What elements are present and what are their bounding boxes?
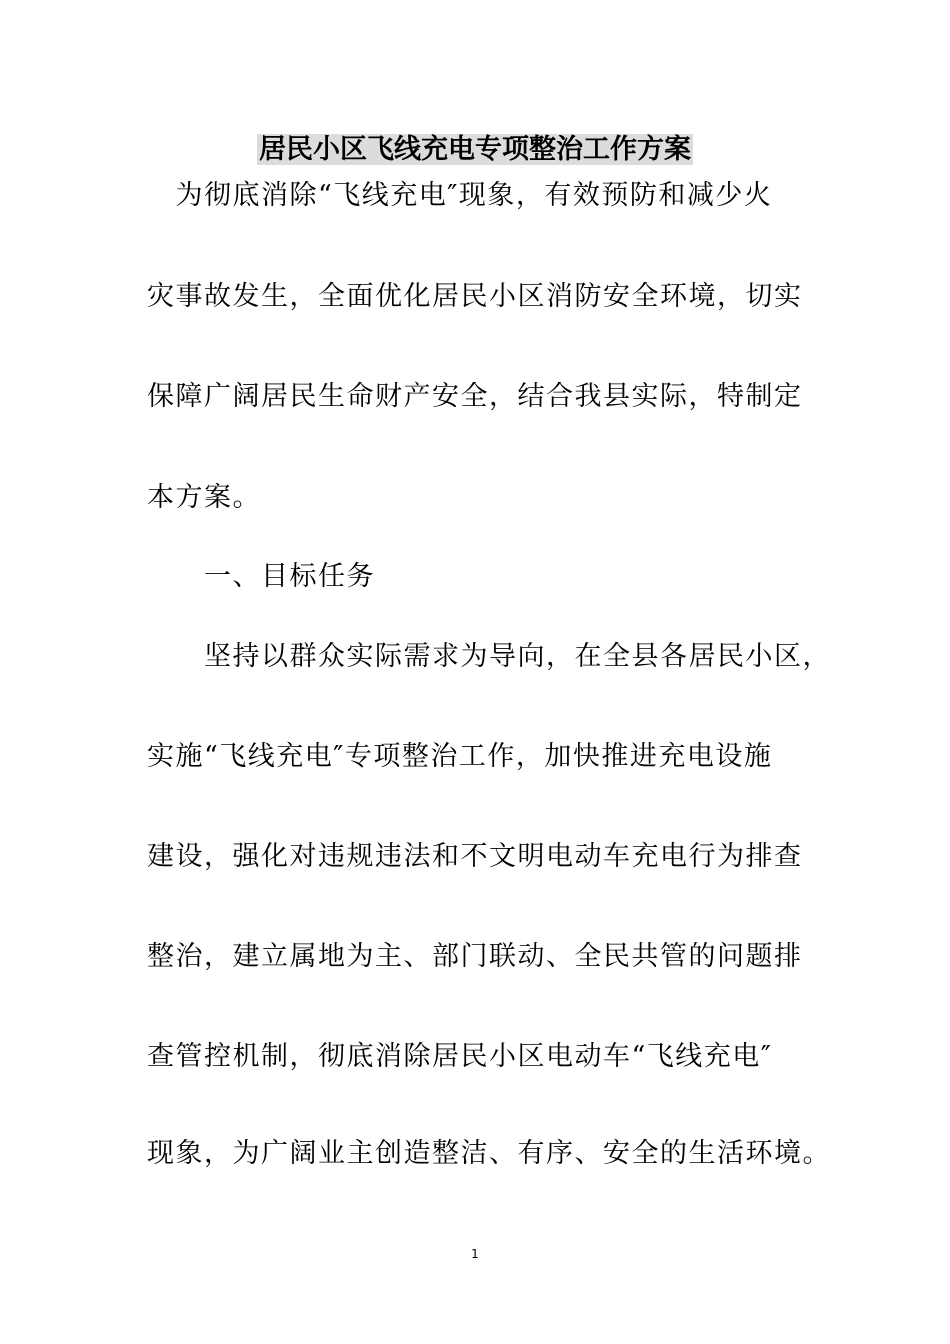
- paragraph-line-3: 保障广阔居民生命财产安全，结合我县实际，特制定: [147, 381, 803, 412]
- paragraph-line-7: 建设，强化对违规违法和不文明电动车充电行为排查: [147, 841, 803, 872]
- paragraph-line-8: 整治，建立属地为主、部门联动、全民共管的问题排: [147, 941, 803, 972]
- paragraph-line-6: 实施“飞线充电″专项整治工作，加快推进充电设施: [147, 741, 773, 772]
- document-title-text: 居民小区飞线充电专项整治工作方案: [259, 134, 691, 165]
- paragraph-line-4: 本方案。: [147, 482, 261, 513]
- section-heading-1: 一、目标任务: [147, 561, 375, 592]
- paragraph-line-10: 现象，为广阔业主创造整洁、有序、安全的生活环境。: [147, 1138, 831, 1169]
- paragraph-line-5: 坚持以群众实际需求为导向，在全县各居民小区，: [147, 641, 831, 672]
- paragraph-line-1: 为彻底消除“飞线充电″现象，有效预防和减少火: [147, 180, 773, 211]
- document-title: [0, 130, 950, 170]
- paragraph-line-2: 灾事故发生，全面优化居民小区消防安全环境，切实: [147, 281, 803, 312]
- page-number: 1: [471, 1247, 479, 1261]
- paragraph-line-9: 查管控机制，彻底消除居民小区电动车“飞线充电″: [147, 1041, 773, 1072]
